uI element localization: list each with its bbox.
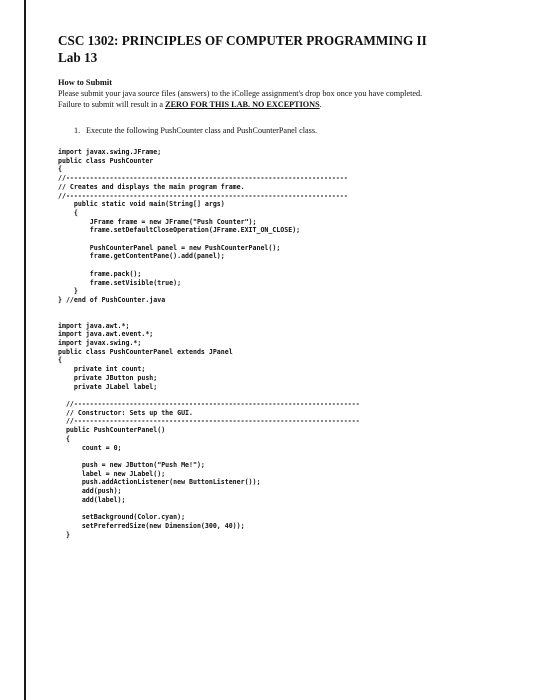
warning-prefix: Failure to submit will result in a [58, 100, 166, 109]
warning-suffix: . [319, 100, 322, 109]
submission-instruction: Please submit your java source files (answers) to the iCollege assignment's drop box once you have completed. [58, 89, 423, 98]
left-margin-rule [24, 0, 26, 700]
task-text: Execute the following PushCounter class and PushCounterPanel class. [86, 126, 318, 135]
zero-warning: ZERO FOR THIS LAB. NO EXCEPTIONS [165, 100, 320, 109]
task-number: 1. [74, 126, 81, 135]
course-title: CSC 1302: PRINCIPLES OF COMPUTER PROGRAMMING II [58, 33, 427, 48]
push-counter-code: import javax.swing.JFrame; public class PushCounter { //----------------------------------------------------------------------- // Creates and displays the main program frame. //----------------------------------------------------------------------- public static void main(String[] args) { JFrame frame = new JFrame("Push Counter"); frame.setDefaultCloseOperation(JFrame.EXIT_ON_CLOSE); PushCounterPanel panel = new PushCounterPanel(); frame.getContentPane().add(panel); frame.pack(); frame.setVisible(true); } } //end of PushCounter.java [58, 148, 348, 304]
task-instruction [74, 125, 534, 136]
lab-document [58, 32, 534, 539]
submission-warning-line [58, 99, 534, 110]
submission-heading: How to Submit [58, 78, 112, 87]
lab-number: Lab 13 [58, 50, 98, 65]
submission-section [58, 77, 534, 110]
push-counter-panel-code: import java.awt.*; import java.awt.event.*; import javax.swing.*; public class PushCounterPanel extends JPanel { private int count; private JButton push; private JLabel label; //------------------------------------------------------------------------ // Constructor: Sets up the GUI. //------------------------------------------------------------------------ public PushCounterPanel() { count = 0; push = new JButton("Push Me!"); label = new JLabel(); push.addActionListener(new ButtonListener()); add(push); add(label); setBackground(Color.cyan); setPreferredSize(new Dimension(300, 40)); } [58, 321, 360, 539]
